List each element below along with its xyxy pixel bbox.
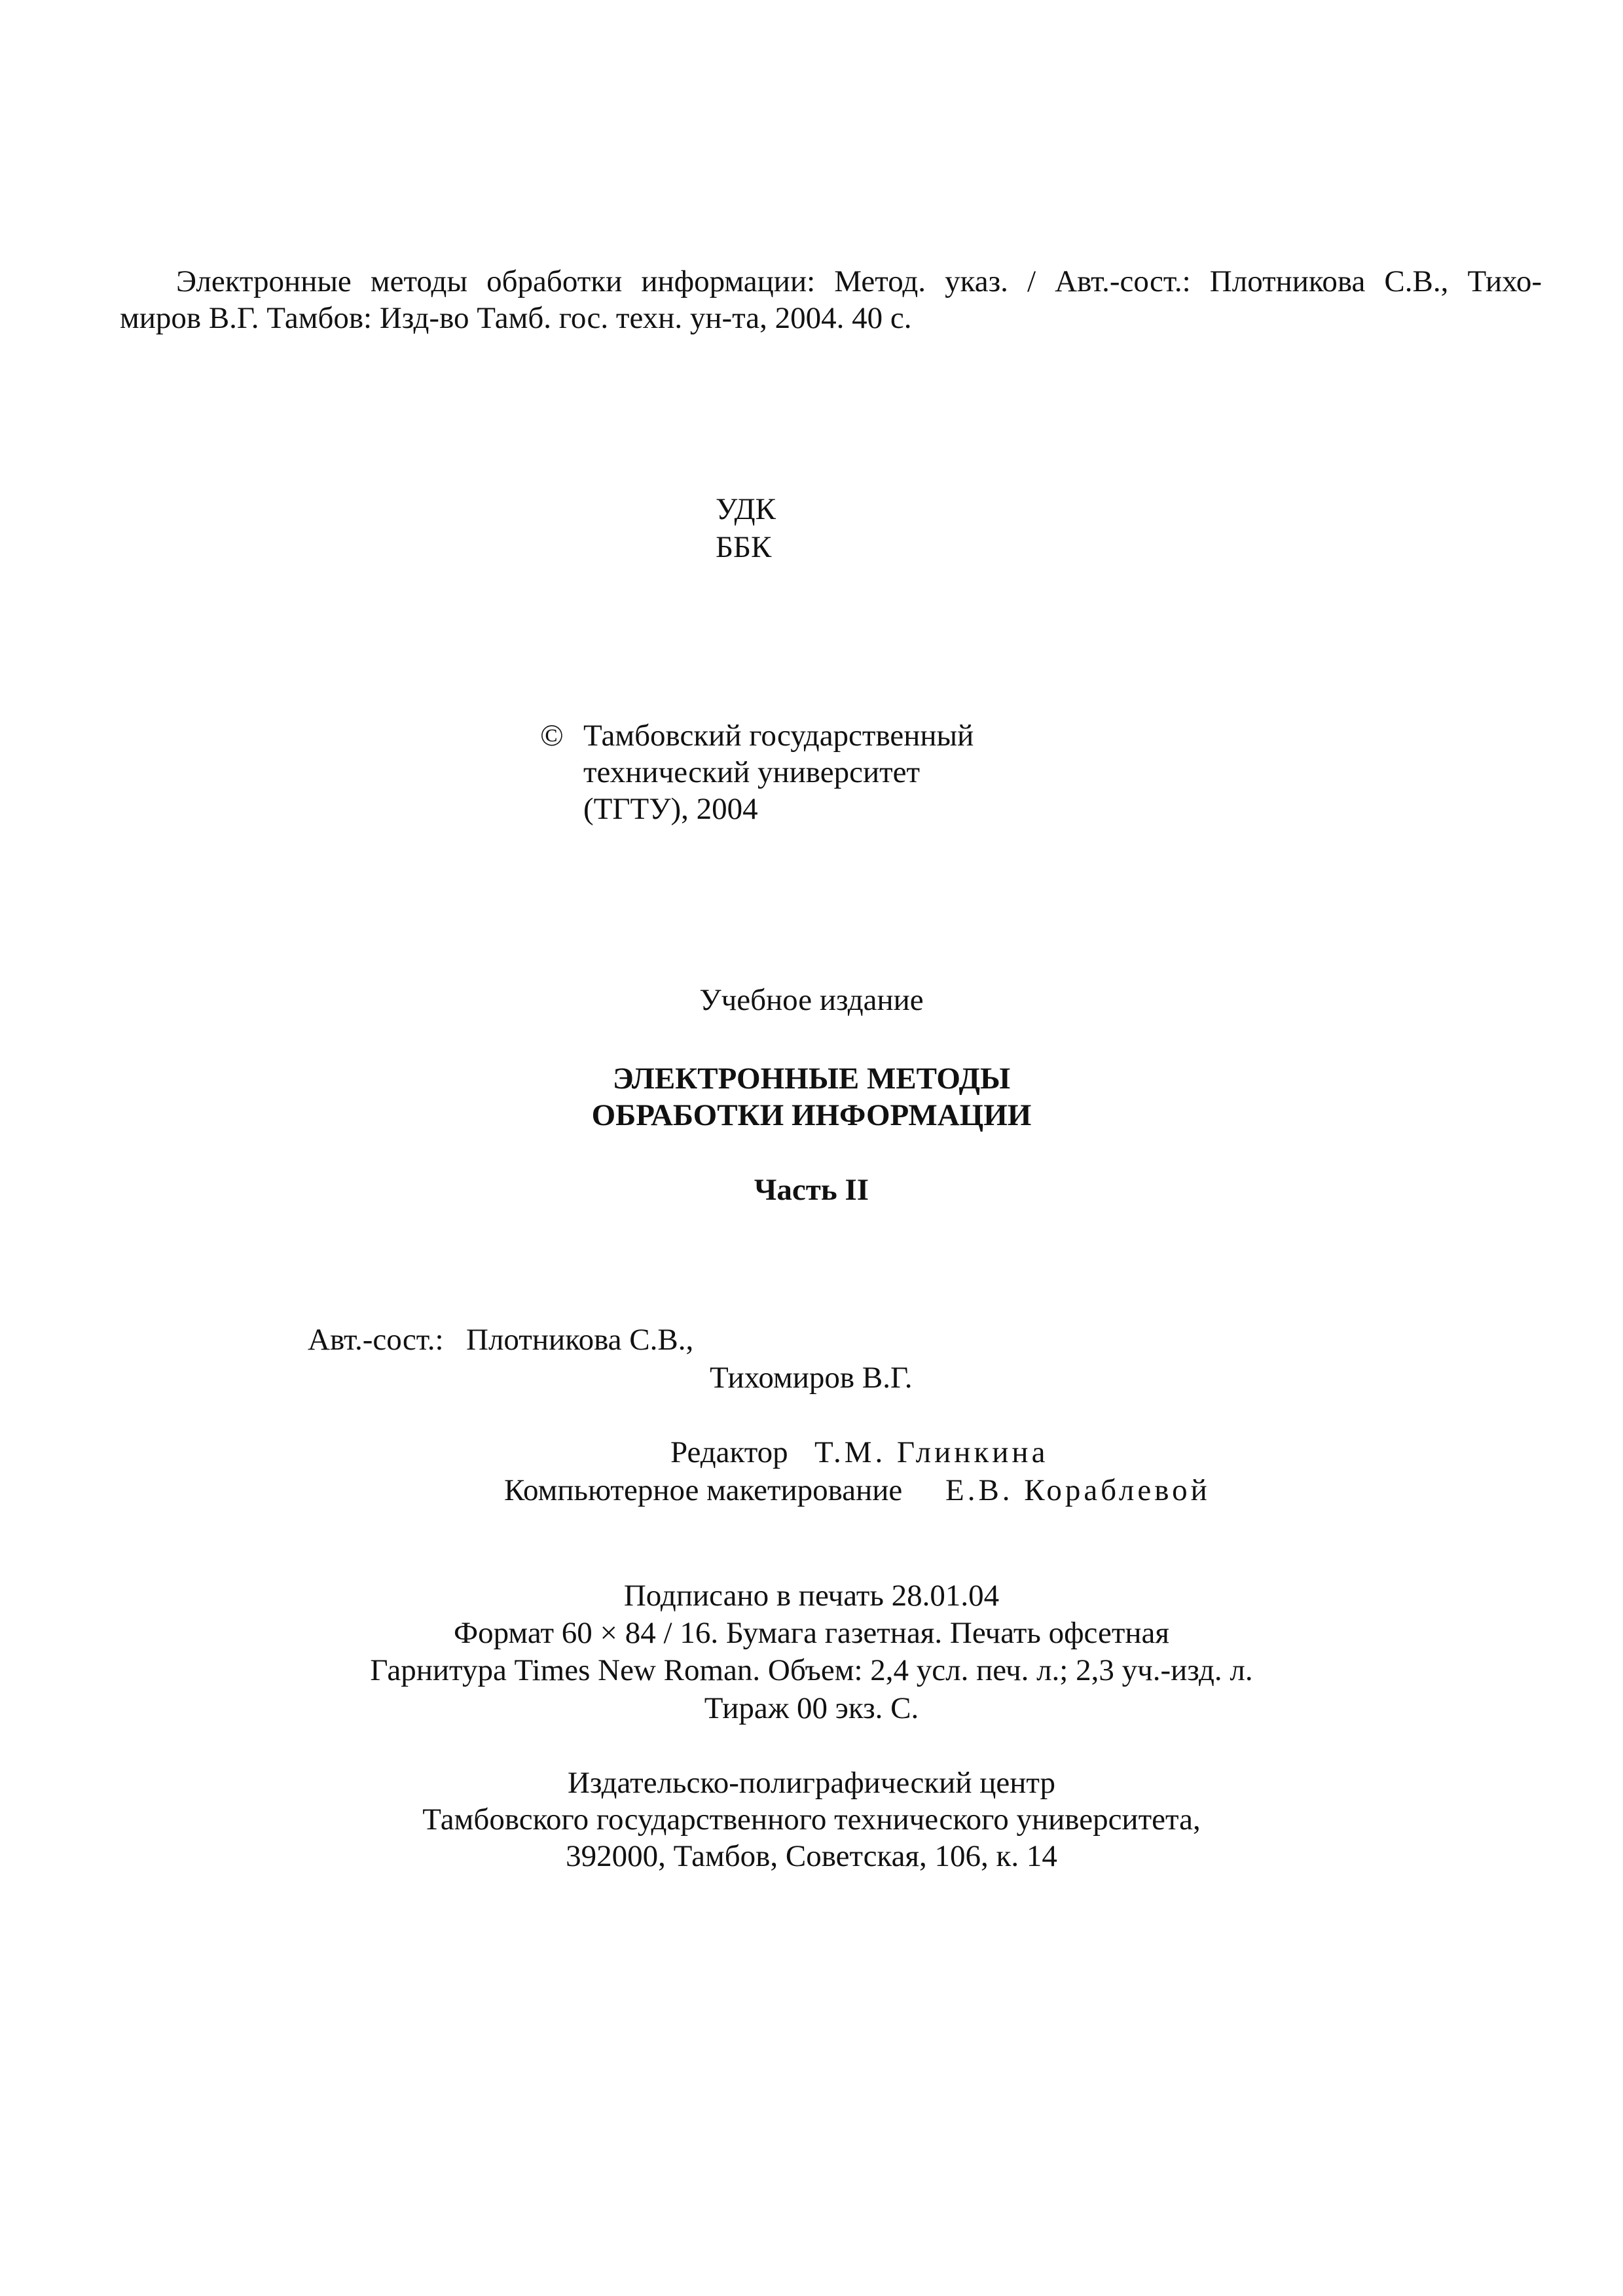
imprint-typeface: Гарнитура Times New Roman. Объем: 2,4 усл. печ. л.; 2,3 уч.-изд. л. [370,1653,1253,1687]
author-2: Тихомиров В.Г. [710,1361,913,1395]
authors-label: Авт.-сост.: [308,1323,444,1357]
layout-credit-name: Е.В. Кораблевой [945,1473,1211,1507]
publisher-address: 392000, Тамбов, Советская, 106, к. 14 [566,1839,1057,1873]
copyright-line-1: Тамбовский государственный [583,719,974,753]
copyright-line-3: (ТГТУ), 2004 [583,792,758,826]
publisher-line-1: Издательско-полиграфический центр [567,1766,1056,1800]
copyright-symbol: © [540,719,564,753]
bibliographic-line-1: Электронные методы обработки информации: Метод. указ. / Авт.-сост.: Плотникова С.В., Тихо- [176,264,1542,298]
imprint-circulation: Тираж 00 экз. С. [704,1691,919,1725]
udk-label: УДК [716,492,776,526]
layout-credit-label: Компьютерное макетирование [504,1473,903,1507]
bibliographic-record [120,263,1542,336]
bbk-label: ББК [716,530,772,564]
edition-type: Учебное издание [699,983,924,1017]
part-label: Часть II [754,1173,869,1207]
author-1: Плотникова С.В., [466,1323,694,1357]
title-line-2: ОБРАБОТКИ ИНФОРМАЦИИ [591,1098,1032,1132]
bibliographic-line-2: миров В.Г. Тамбов: Изд-во Тамб. гос. техн. ун-та, 2004. 40 с. [120,301,912,335]
copyright-line-2: технический университет [583,755,921,789]
imprint-signed: Подписано в печать 28.01.04 [623,1579,1000,1613]
editor-label: Редактор [670,1435,788,1469]
imprint-format: Формат 60 × 84 / 16. Бумага газетная. Печать офсетная [453,1616,1169,1650]
publisher-line-2: Тамбовского государственного технического университета, [422,1803,1201,1837]
editor-name: Т.М. Глинкина [814,1435,1049,1469]
title-line-1: ЭЛЕКТРОННЫЕ МЕТОДЫ [612,1062,1011,1096]
